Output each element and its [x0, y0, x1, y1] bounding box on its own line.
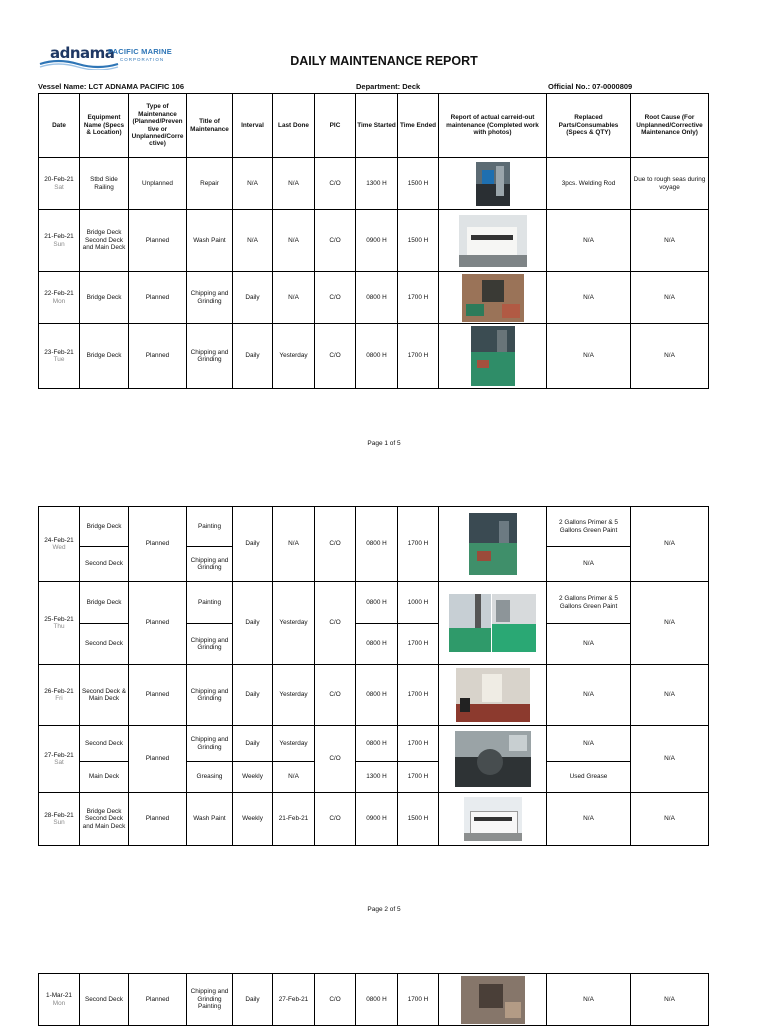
equipment-cell: Bridge Deck [80, 324, 129, 389]
pic-cell: C/O [315, 793, 356, 846]
time-started-cell: 1300 H [356, 158, 398, 210]
col-report: Report of actual carreid-out maintenance (Completed work with photos) [439, 94, 547, 158]
type-header-line: Unplanned/Corre [131, 132, 184, 140]
last-done-cell: N/A [273, 158, 315, 210]
date-cell [39, 324, 80, 389]
col-type [129, 94, 187, 158]
time-started-cell: 0800 H [356, 582, 398, 624]
last-done-cell: Yesterday [273, 582, 315, 665]
day-text: Sat [54, 183, 64, 191]
pic-cell: C/O [315, 665, 356, 726]
equipment-cell: Second Deck [80, 974, 129, 1026]
equipment-cell: Bridge Deck [80, 507, 129, 547]
time-ended-cell: 1700 H [398, 726, 439, 762]
replaced-cell: N/A [547, 726, 631, 762]
last-done-cell: Yesterday [273, 324, 315, 389]
time-started-cell: 0900 H [356, 210, 398, 272]
grinding-deck-photo [462, 274, 524, 322]
title-cell: Painting [187, 507, 233, 547]
time-started-cell: 0900 H [356, 793, 398, 846]
report-title: DAILY MAINTENANCE REPORT [290, 54, 478, 68]
col-equipment: Equipment Name (Specs & Location) [80, 94, 129, 158]
replaced-cell: N/A [547, 974, 631, 1026]
grinding-work-photo [461, 976, 525, 1024]
title-cell: Chipping and Grinding Painting [187, 974, 233, 1026]
col-title: Title of Maintenance [187, 94, 233, 158]
title-cell: Wash Paint [187, 793, 233, 846]
equipment-cell: Stbd Side Railing [80, 158, 129, 210]
equipment-cell: Second Deck [80, 624, 129, 665]
report-photo-cell [439, 582, 547, 665]
type-header-line: ctive) [149, 140, 166, 148]
table-row [39, 158, 709, 210]
report-photo-cell [439, 272, 547, 324]
equipment-cell: Second Deck [80, 726, 129, 762]
interval-cell: Daily [233, 726, 273, 762]
time-started-cell: 0800 H [356, 974, 398, 1026]
time-ended-cell: 1700 H [398, 665, 439, 726]
page-number: Page 2 of 5 [367, 906, 401, 913]
col-pic: PIC [315, 94, 356, 158]
replaced-cell: N/A [547, 793, 631, 846]
table-row [39, 324, 709, 389]
date-text: 22-Feb-21 [44, 290, 74, 298]
time-ended-cell: 1700 H [398, 272, 439, 324]
date-text: 1-Mar-21 [46, 992, 72, 1000]
report-photo-cell [439, 793, 547, 846]
date-cell [39, 158, 80, 210]
root-cause-cell: N/A [631, 974, 709, 1026]
date-cell [39, 210, 80, 272]
equipment-cell: Main Deck [80, 762, 129, 793]
date-cell: 25-Feb-21 Thu [39, 582, 80, 665]
col-date: Date [39, 94, 80, 158]
root-cause-cell: N/A [631, 324, 709, 389]
date-cell: 24-Feb-21 Wed [39, 507, 80, 582]
title-cell: Greasing [187, 762, 233, 793]
time-started-cell: 0800 H [356, 624, 398, 665]
replaced-cell: Used Grease [547, 762, 631, 793]
replaced-cell: N/A [547, 324, 631, 389]
equipment-cell: Bridge Deck Second Deck and Main Deck [80, 793, 129, 846]
title-cell: Painting [187, 582, 233, 624]
report-photo-cell [439, 324, 547, 389]
col-time-started: Time Started [356, 94, 398, 158]
pic-cell: C/O [315, 726, 356, 793]
equipment-cell: Second Deck & Main Deck [80, 665, 129, 726]
deck-cabin-photo [456, 668, 530, 722]
type-cell: Planned [129, 726, 187, 793]
last-done-cell: Yesterday [273, 665, 315, 726]
type-cell: Planned [129, 210, 187, 272]
type-header-line: Maintenance [138, 110, 177, 118]
interval-cell: Daily [233, 324, 273, 389]
col-last-done: Last Done [273, 94, 315, 158]
maintenance-table-page1 [38, 93, 709, 389]
type-cell: Unplanned [129, 158, 187, 210]
pic-cell: C/O [315, 507, 356, 582]
title-cell: Chipping and Grinding [187, 272, 233, 324]
col-root-cause: Root Cause (For Unplanned/Corrective Maintenance Only) [631, 94, 709, 158]
root-cause-cell: N/A [631, 272, 709, 324]
table-row [39, 507, 709, 547]
maintenance-table-page2 [38, 506, 709, 846]
table-row [39, 210, 709, 272]
interval-cell: Daily [233, 665, 273, 726]
type-cell: Planned [129, 272, 187, 324]
last-done-cell: N/A [273, 507, 315, 582]
interval-cell: Weekly [233, 793, 273, 846]
time-started-cell: 0800 H [356, 665, 398, 726]
time-ended-cell: 1700 H [398, 624, 439, 665]
green-deck-photo [471, 326, 515, 386]
root-cause-cell: N/A [631, 210, 709, 272]
last-done-cell: N/A [273, 210, 315, 272]
type-header-line: Type of [146, 103, 169, 111]
replaced-cell: N/A [547, 665, 631, 726]
welding-railing-photo [476, 162, 510, 206]
bridge-washed-photo [459, 215, 527, 267]
painted-deck-floor-photo [492, 594, 536, 652]
interval-cell: N/A [233, 158, 273, 210]
replaced-cell: N/A [547, 547, 631, 582]
time-ended-cell: 1000 H [398, 582, 439, 624]
painted-wall-photo [449, 594, 491, 652]
last-done-cell: 21-Feb-21 [273, 793, 315, 846]
table-row [39, 974, 709, 1026]
title-cell: Chipping and Grinding [187, 324, 233, 389]
pic-cell: C/O [315, 324, 356, 389]
day-text: Sun [53, 240, 65, 248]
type-cell: Planned [129, 582, 187, 665]
title-cell: Chipping and Grinding [187, 624, 233, 665]
page-number: Page 1 of 5 [367, 440, 401, 447]
interval-cell: Daily [233, 974, 273, 1026]
table-row [39, 665, 709, 726]
bridge-washed-photo [464, 797, 522, 841]
date-cell: 28-Feb-21 Sun [39, 793, 80, 846]
report-photo-cell [439, 974, 547, 1026]
col-replaced: Replaced Parts/Consumables (Specs & QTY) [547, 94, 631, 158]
time-started-cell: 0800 H [356, 507, 398, 582]
date-cell [39, 974, 80, 1026]
report-photo-cell [439, 210, 547, 272]
interval-cell: Daily [233, 272, 273, 324]
time-started-cell: 0800 H [356, 272, 398, 324]
title-cell: Chipping and Grinding [187, 665, 233, 726]
equipment-cell: Second Deck [80, 547, 129, 582]
time-ended-cell: 1500 H [398, 793, 439, 846]
report-photo-cell [439, 507, 547, 582]
winch-machinery-photo [455, 731, 531, 787]
department: Department: Deck [356, 82, 421, 91]
replaced-cell: 2 Gallons Primer & 5 Gallons Green Paint [547, 507, 631, 547]
root-cause-cell: N/A [631, 665, 709, 726]
type-cell: Planned [129, 507, 187, 582]
vessel-name: Vessel Name: LCT ADNAMA PACIFIC 106 [38, 82, 185, 91]
table-row [39, 272, 709, 324]
date-cell [39, 272, 80, 324]
col-interval: Interval [233, 94, 273, 158]
type-header-line: (Planned/Preven [132, 118, 183, 126]
company-logo: adnama [50, 44, 115, 62]
pic-cell: C/O [315, 974, 356, 1026]
day-text: Tue [53, 356, 65, 363]
type-header-line: tive or [147, 125, 168, 133]
replaced-cell: 2 Gallons Primer & 5 Gallons Green Paint [547, 582, 631, 624]
interval-cell: N/A [233, 210, 273, 272]
type-cell: Planned [129, 793, 187, 846]
last-done-cell: Yesterday [273, 726, 315, 762]
type-cell: Planned [129, 974, 187, 1026]
official-number: Official No.: 07-0000809 [548, 82, 633, 91]
report-photo-cell [439, 726, 547, 793]
col-time-ended: Time Ended [398, 94, 439, 158]
pic-cell: C/O [315, 272, 356, 324]
time-started-cell: 1300 H [356, 762, 398, 793]
last-done-cell: N/A [273, 272, 315, 324]
table-header-row [39, 94, 709, 158]
date-cell: 27-Feb-21 Sat [39, 726, 80, 793]
pic-cell: C/O [315, 210, 356, 272]
title-cell: Chipping and Grinding [187, 547, 233, 582]
replaced-cell: 3pcs. Welding Rod [547, 158, 631, 210]
time-started-cell: 0800 H [356, 726, 398, 762]
table-row [39, 793, 709, 846]
root-cause-cell: N/A [631, 793, 709, 846]
date-text: 23-Feb-21 [44, 348, 74, 356]
date-text: 21-Feb-21 [44, 233, 74, 241]
time-ended-cell: 1700 H [398, 762, 439, 793]
pic-cell: C/O [315, 158, 356, 210]
interval-cell: Daily [233, 582, 273, 665]
replaced-cell: N/A [547, 624, 631, 665]
root-cause-cell: Due to rough seas during voyage [631, 158, 709, 210]
equipment-cell: Bridge Deck [80, 582, 129, 624]
replaced-cell: N/A [547, 210, 631, 272]
time-ended-cell: 1700 H [398, 324, 439, 389]
date-cell: 26-Feb-21 Fri [39, 665, 80, 726]
type-cell: Planned [129, 665, 187, 726]
painted-deck-photo [469, 513, 517, 575]
time-ended-cell: 1500 H [398, 158, 439, 210]
day-text: Mon [52, 999, 66, 1007]
last-done-cell: 27-Feb-21 [273, 974, 315, 1026]
date-text: 20-Feb-21 [44, 176, 74, 184]
title-cell: Wash Paint [187, 210, 233, 272]
report-photo-cell [439, 665, 547, 726]
interval-cell: Daily [233, 507, 273, 582]
time-ended-cell: 1500 H [398, 210, 439, 272]
replaced-cell: N/A [547, 272, 631, 324]
day-text: Mon [52, 297, 66, 305]
root-cause-cell: N/A [631, 582, 709, 665]
time-started-cell: 0800 H [356, 324, 398, 389]
root-cause-cell: N/A [631, 726, 709, 793]
company-logo-tagline: PACIFIC MARINE [108, 47, 172, 56]
last-done-cell: N/A [273, 762, 315, 793]
table-row [39, 582, 709, 624]
interval-cell: Weekly [233, 762, 273, 793]
pic-cell: C/O [315, 582, 356, 665]
type-cell: Planned [129, 324, 187, 389]
time-ended-cell: 1700 H [398, 974, 439, 1026]
equipment-cell: Bridge Deck [80, 272, 129, 324]
time-ended-cell: 1700 H [398, 507, 439, 582]
root-cause-cell: N/A [631, 507, 709, 582]
title-cell: Repair [187, 158, 233, 210]
equipment-cell: Bridge Deck Second Deck and Main Deck [80, 210, 129, 272]
company-logo-sub: CORPORATION [120, 57, 165, 62]
maintenance-table-page3 [38, 973, 709, 1026]
title-cell: Chipping and Grinding [187, 726, 233, 762]
report-photo-cell [439, 158, 547, 210]
table-row [39, 726, 709, 762]
